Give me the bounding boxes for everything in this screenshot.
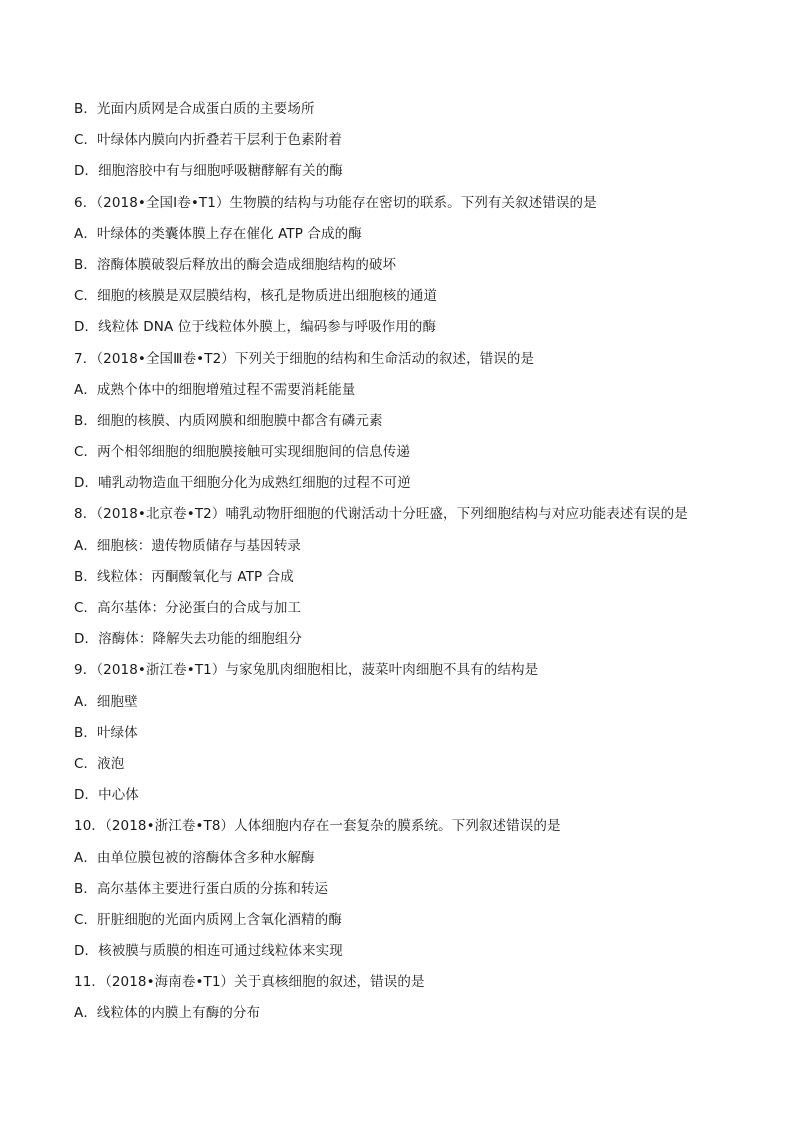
option-line: D．哺乳动物造血干细胞分化为成熟红细胞的过程不可逆 xyxy=(74,475,411,492)
option-line: B．光面内质网是合成蛋白质的主要场所 xyxy=(74,101,315,117)
option-line: D．中心体 xyxy=(74,787,139,804)
question-text-block xyxy=(74,98,734,1034)
option-line: D．细胞溶胶中有与细胞呼吸糖酵解有关的酶 xyxy=(74,163,343,180)
question-stem: 11．（2018•海南卷•T1）关于真核细胞的叙述，错误的是 xyxy=(74,974,425,991)
question-stem: 7．（2018•全国Ⅲ卷•T2）下列关于细胞的结构和生命活动的叙述，错误的是 xyxy=(74,350,535,367)
option-line: D．线粒体 DNA 位于线粒体外膜上，编码参与呼吸作用的酶 xyxy=(74,319,437,336)
question-stem: 8．（2018•北京卷•T2）哺乳动物肝细胞的代谢活动十分旺盛，下列细胞结构与对应功能表述有误的是 xyxy=(74,506,688,523)
option-line: A．由单位膜包被的溶酶体含多种水解酶 xyxy=(74,849,315,866)
option-line: A．叶绿体的类囊体膜上存在催化 ATP 合成的酶 xyxy=(74,225,362,242)
option-line: B．线粒体：丙酮酸氧化与 ATP 合成 xyxy=(74,568,294,585)
option-line: B．叶绿体 xyxy=(74,724,138,741)
option-line: D．核被膜与质膜的相连可通过线粒体来实现 xyxy=(74,943,343,960)
option-line: C．细胞的核膜是双层膜结构，核孔是物质进出细胞核的通道 xyxy=(74,288,438,305)
option-line: A．线粒体的内膜上有酶的分布 xyxy=(74,1005,261,1022)
option-line: A．细胞核：遗传物质储存与基因转录 xyxy=(74,537,301,554)
option-line: B．高尔基体主要进行蛋白质的分拣和转运 xyxy=(74,880,329,897)
option-line: C．两个相邻细胞的细胞膜接触可实现细胞间的信息传递 xyxy=(74,444,410,461)
question-stem: 10．（2018•浙江卷•T8）人体细胞内存在一套复杂的膜系统。下列叙述错误的是 xyxy=(74,818,561,835)
option-line: D．溶酶体：降解失去功能的细胞组分 xyxy=(74,631,303,648)
option-line: C．肝脏细胞的光面内质网上含氧化酒精的酶 xyxy=(74,911,342,928)
option-line: C．液泡 xyxy=(74,755,125,772)
option-line: A．成熟个体中的细胞增殖过程不需要消耗能量 xyxy=(74,381,356,398)
option-line: B．溶酶体膜破裂后释放出的酶会造成细胞结构的破坏 xyxy=(74,256,397,273)
question-stem: 9．（2018•浙江卷•T1）与家兔肌肉细胞相比，菠菜叶肉细胞不具有的结构是 xyxy=(74,662,539,679)
question-stem: 6．（2018•全国Ⅰ卷•T1）生物膜的结构与功能存在密切的联系。下列有关叙述错误的是 xyxy=(74,194,597,211)
option-line: A．细胞壁 xyxy=(74,693,138,710)
option-line: C．高尔基体：分泌蛋白的合成与加工 xyxy=(74,600,302,616)
option-line: C．叶绿体内膜向内折叠若干层利于色素附着 xyxy=(74,132,342,149)
option-line: B．细胞的核膜、内质网膜和细胞膜中都含有磷元素 xyxy=(74,412,383,429)
